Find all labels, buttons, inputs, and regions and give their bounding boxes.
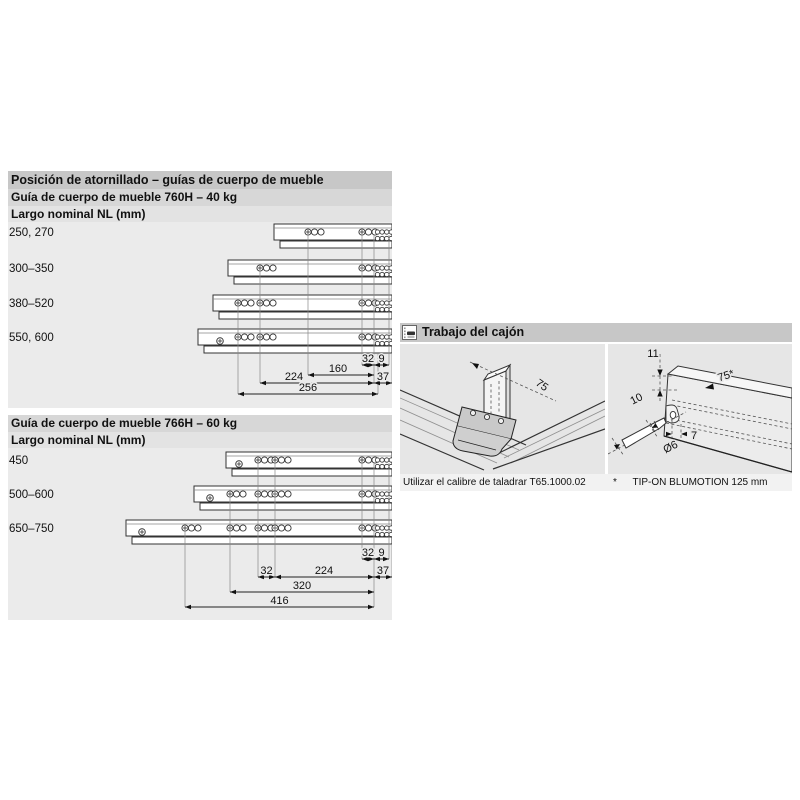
section-760h-length-label: Largo nominal NL (mm) [8,206,392,222]
row-label: 380–520 [9,298,54,310]
drill-template-caption: Utilizar el calibre de taladrar T65.1000.02 [400,474,608,491]
drill-template-illustration [400,344,605,474]
dim-75-star: 75* [716,367,736,385]
dim-32b: 32 [260,565,273,577]
rail-row [213,295,392,319]
dim-224: 224 [284,371,304,383]
tip-on-caption-text: TIP-ON BLUMOTION 125 mm [632,477,768,488]
rail-row [228,260,392,284]
dim-75: 75 [533,377,551,394]
rail-row [226,452,392,476]
dim-256: 256 [298,382,318,394]
dim-9: 9 [378,353,385,365]
page-title: Posición de atornillado – guías de cuerpo de mueble [8,171,392,189]
section-766h-subtitle: Guía de cuerpo de mueble 766H – 60 kg [8,415,392,432]
dim-160: 160 [328,363,348,375]
dim-32: 32 [361,547,375,559]
dim-32: 32 [361,353,375,365]
dim-37: 37 [376,565,390,577]
dim-7: 7 [690,430,698,442]
rail-row [198,329,392,353]
dim-diameter-6: Ø6 [661,438,680,457]
row-label: 450 [9,455,29,467]
dim-11: 11 [647,348,659,360]
row-label: 250, 270 [9,227,54,239]
dim-320: 320 [292,580,312,592]
dim-37: 37 [376,371,390,383]
tip-on-panel [608,344,792,474]
drawer-work-title: Trabajo del cajón [422,325,525,339]
diagram-760h [8,222,392,408]
rail-row [126,520,392,544]
dim-416: 416 [270,595,289,607]
rail-diagram-760h [8,222,392,408]
row-label: 550, 600 [9,332,54,344]
rail-diagram-766h [8,448,392,620]
dim-9: 9 [378,547,385,559]
row-label: 300–350 [9,263,54,275]
footnote-asterisk: * [613,477,617,488]
drill-template-panel [400,344,605,474]
row-label: 500–600 [9,489,54,501]
drawer-work-header [400,323,792,342]
tip-on-drilling-illustration [608,344,792,474]
row-label: 650–750 [9,523,54,535]
tip-on-caption [608,474,792,491]
section-760h-subtitle: Guía de cuerpo de mueble 760H – 40 kg [8,189,392,206]
drawer-icon [402,325,417,340]
section-766h-length-label: Largo nominal NL (mm) [8,432,392,448]
diagram-766h [8,448,392,620]
dim-10: 10 [628,391,645,408]
dim-224: 224 [314,565,334,577]
